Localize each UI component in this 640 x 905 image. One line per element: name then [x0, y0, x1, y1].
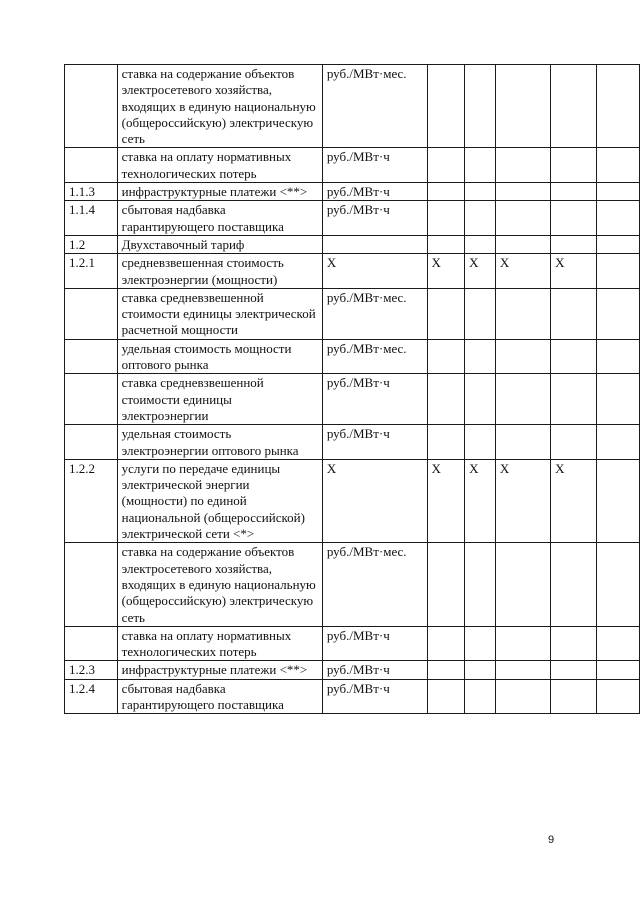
- row-description-cell: ставка на содержание объектов электросетевого хозяйства, входящих в единую национальную (общероссийскую) электрическую сеть: [117, 65, 322, 148]
- row-description-cell: сбытовая надбавка гарантирующего поставщика: [117, 201, 322, 236]
- row-value-cell: [495, 65, 550, 148]
- row-value-cell: [427, 543, 465, 626]
- row-unit-cell: [322, 235, 427, 253]
- row-value-cell: X: [551, 254, 596, 289]
- row-description-cell: ставка на оплату нормативных технологических потерь: [117, 148, 322, 183]
- table-row: [65, 201, 640, 236]
- row-description-cell: ставка на содержание объектов электросетевого хозяйства, входящих в единую национальную (общероссийскую) электрическую сеть: [117, 543, 322, 626]
- row-value-cell: X: [427, 254, 465, 289]
- row-value-cell: [465, 65, 496, 148]
- row-number-cell: [65, 65, 118, 148]
- table-row: [65, 288, 640, 339]
- row-value-cell: [596, 543, 639, 626]
- tariff-table: [64, 64, 640, 714]
- row-value-cell: [465, 661, 496, 679]
- row-value-cell: [551, 288, 596, 339]
- row-value-cell: [551, 374, 596, 425]
- table-row: [65, 148, 640, 183]
- row-value-cell: [551, 339, 596, 374]
- row-value-cell: [427, 183, 465, 201]
- row-value-cell: [495, 425, 550, 460]
- row-description-cell: средневзвешенная стоимость электроэнергии (мощности): [117, 254, 322, 289]
- row-value-cell: [596, 425, 639, 460]
- table-row: [65, 374, 640, 425]
- row-value-cell: [465, 235, 496, 253]
- row-value-cell: [495, 661, 550, 679]
- row-value-cell: [427, 339, 465, 374]
- row-value-cell: [596, 288, 639, 339]
- row-unit-cell: руб./МВт·ч: [322, 626, 427, 661]
- row-value-cell: [596, 679, 639, 714]
- row-value-cell: [495, 288, 550, 339]
- row-description-cell: удельная стоимость мощности оптового рынка: [117, 339, 322, 374]
- row-value-cell: [596, 65, 639, 148]
- row-value-cell: [551, 661, 596, 679]
- table-row: [65, 65, 640, 148]
- row-value-cell: [427, 201, 465, 236]
- row-number-cell: 1.2.4: [65, 679, 118, 714]
- row-value-cell: [427, 679, 465, 714]
- row-value-cell: [596, 626, 639, 661]
- row-value-cell: [551, 543, 596, 626]
- row-description-cell: Двухставочный тариф: [117, 235, 322, 253]
- row-description-cell: сбытовая надбавка гарантирующего поставщика: [117, 679, 322, 714]
- row-value-cell: [495, 235, 550, 253]
- row-value-cell: [495, 183, 550, 201]
- row-value-cell: [495, 374, 550, 425]
- table-row: [65, 661, 640, 679]
- row-number-cell: [65, 626, 118, 661]
- row-value-cell: [596, 459, 639, 542]
- row-value-cell: [465, 201, 496, 236]
- row-unit-cell: руб./МВт·ч: [322, 679, 427, 714]
- row-value-cell: [427, 425, 465, 460]
- row-number-cell: 1.2.3: [65, 661, 118, 679]
- row-value-cell: [495, 626, 550, 661]
- row-value-cell: [427, 626, 465, 661]
- row-number-cell: 1.1.3: [65, 183, 118, 201]
- table-row: [65, 459, 640, 542]
- row-value-cell: X: [495, 254, 550, 289]
- row-value-cell: X: [465, 254, 496, 289]
- table-row: [65, 425, 640, 460]
- row-number-cell: [65, 288, 118, 339]
- row-value-cell: [465, 148, 496, 183]
- row-unit-cell: руб./МВт·ч: [322, 374, 427, 425]
- row-description-cell: ставка на оплату нормативных технологических потерь: [117, 626, 322, 661]
- row-value-cell: [495, 339, 550, 374]
- row-value-cell: [495, 201, 550, 236]
- row-description-cell: ставка средневзвешенной стоимости единицы электроэнергии: [117, 374, 322, 425]
- row-value-cell: [551, 679, 596, 714]
- row-value-cell: X: [465, 459, 496, 542]
- row-description-cell: инфраструктурные платежи <**>: [117, 661, 322, 679]
- row-value-cell: [551, 183, 596, 201]
- row-value-cell: [465, 626, 496, 661]
- row-value-cell: [596, 235, 639, 253]
- row-value-cell: [465, 543, 496, 626]
- row-unit-cell: руб./МВт·мес.: [322, 65, 427, 148]
- row-value-cell: [551, 235, 596, 253]
- row-value-cell: [495, 543, 550, 626]
- row-number-cell: [65, 543, 118, 626]
- row-value-cell: [551, 626, 596, 661]
- row-unit-cell: руб./МВт·мес.: [322, 543, 427, 626]
- row-unit-cell: руб./МВт·ч: [322, 183, 427, 201]
- row-value-cell: [551, 201, 596, 236]
- row-unit-cell: X: [322, 254, 427, 289]
- row-description-cell: удельная стоимость электроэнергии оптового рынка: [117, 425, 322, 460]
- row-unit-cell: руб./МВт·ч: [322, 661, 427, 679]
- row-value-cell: [551, 425, 596, 460]
- row-number-cell: [65, 374, 118, 425]
- row-value-cell: [551, 65, 596, 148]
- row-number-cell: [65, 425, 118, 460]
- row-unit-cell: X: [322, 459, 427, 542]
- row-value-cell: [596, 339, 639, 374]
- row-value-cell: [465, 288, 496, 339]
- row-description-cell: услуги по передаче единицы электрической энергии (мощности) по единой национальной (общероссийской) электрической сети <*>: [117, 459, 322, 542]
- table-row: [65, 339, 640, 374]
- row-value-cell: [465, 183, 496, 201]
- row-number-cell: 1.1.4: [65, 201, 118, 236]
- row-value-cell: [596, 254, 639, 289]
- row-value-cell: [427, 148, 465, 183]
- row-value-cell: [465, 374, 496, 425]
- row-unit-cell: руб./МВт·ч: [322, 425, 427, 460]
- table-row: [65, 543, 640, 626]
- row-number-cell: 1.2.2: [65, 459, 118, 542]
- row-unit-cell: руб./МВт·мес.: [322, 339, 427, 374]
- row-number-cell: [65, 148, 118, 183]
- table-row: [65, 235, 640, 253]
- row-value-cell: [465, 679, 496, 714]
- row-value-cell: [596, 148, 639, 183]
- row-number-cell: 1.2: [65, 235, 118, 253]
- row-value-cell: [427, 661, 465, 679]
- row-value-cell: [427, 65, 465, 148]
- table-row: [65, 183, 640, 201]
- row-unit-cell: руб./МВт·ч: [322, 201, 427, 236]
- row-description-cell: инфраструктурные платежи <**>: [117, 183, 322, 201]
- row-number-cell: 1.2.1: [65, 254, 118, 289]
- row-value-cell: X: [495, 459, 550, 542]
- row-value-cell: [596, 374, 639, 425]
- tariff-table-body: [65, 65, 640, 714]
- row-value-cell: [427, 235, 465, 253]
- row-value-cell: [596, 201, 639, 236]
- row-value-cell: [465, 339, 496, 374]
- row-value-cell: [495, 679, 550, 714]
- row-value-cell: X: [427, 459, 465, 542]
- row-value-cell: [465, 425, 496, 460]
- row-number-cell: [65, 339, 118, 374]
- row-value-cell: [551, 148, 596, 183]
- page-number: 9: [548, 834, 555, 846]
- row-value-cell: [495, 148, 550, 183]
- row-value-cell: [596, 183, 639, 201]
- table-row: [65, 626, 640, 661]
- row-value-cell: [427, 374, 465, 425]
- row-value-cell: [596, 661, 639, 679]
- row-value-cell: [427, 288, 465, 339]
- row-unit-cell: руб./МВт·мес.: [322, 288, 427, 339]
- table-row: [65, 679, 640, 714]
- table-row: [65, 254, 640, 289]
- row-value-cell: X: [551, 459, 596, 542]
- row-unit-cell: руб./МВт·ч: [322, 148, 427, 183]
- row-description-cell: ставка средневзвешенной стоимости единицы электрической расчетной мощности: [117, 288, 322, 339]
